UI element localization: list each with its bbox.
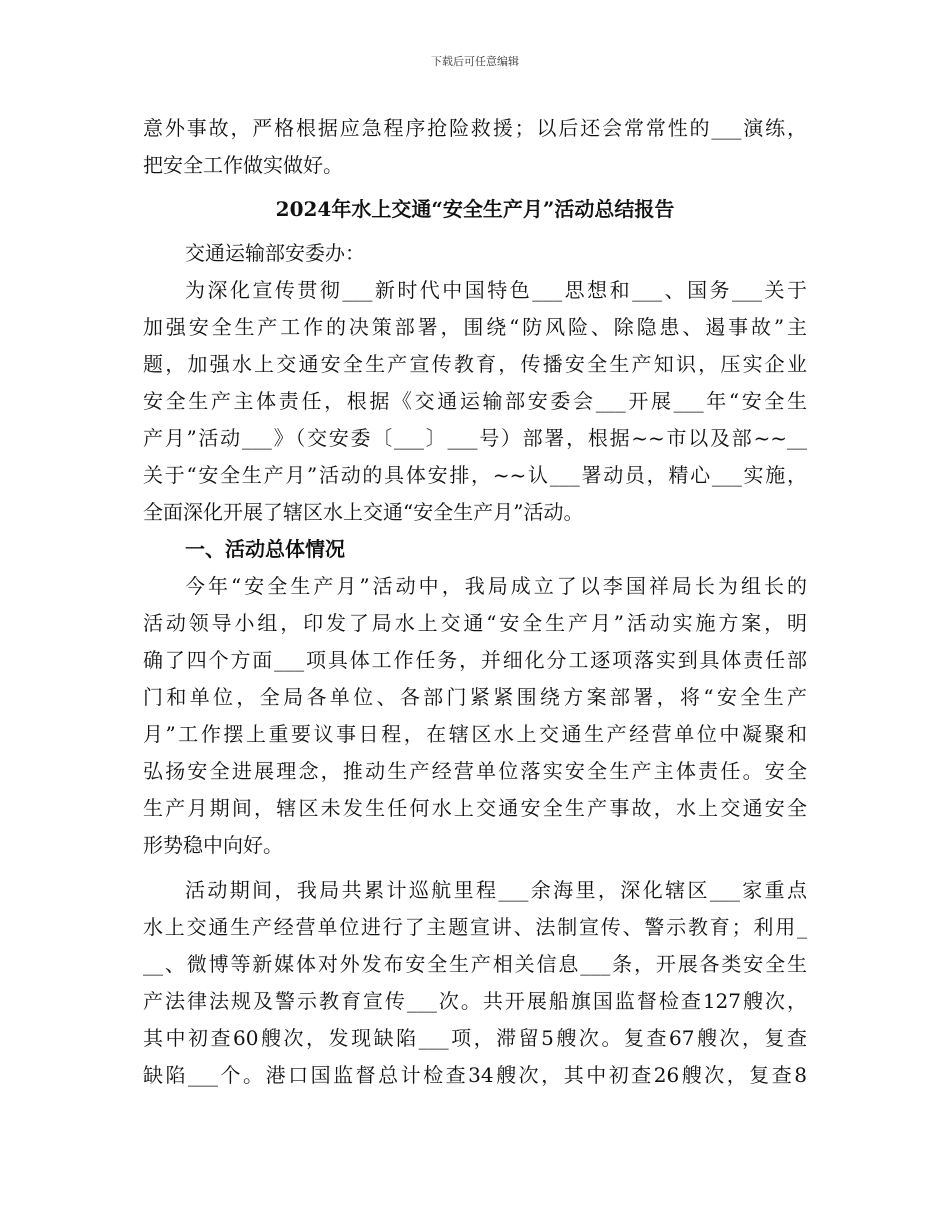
intro-paragraph (143, 110, 807, 184)
text-line: 其中初查60艘次，发现缺陷___项，滞留5艘次。复查67艘次，复查 (143, 1026, 807, 1050)
text-line: 意外事故，严格根据应急程序抢险救援；以后还会常常性的___演练， (143, 116, 807, 140)
paragraph-2 (143, 568, 807, 864)
text-line: __、微博等新媒体对外发布安全生产相关信息___条，开展各类安全生 (143, 952, 807, 976)
text-line: 产月”活动___》（交安委〔___〕___号）部署，根据~~市以及部~~__ (143, 426, 807, 450)
text-line: 生产月期间，辖区未发生任何水上交通安全生产事故，水上交通安全 (143, 796, 807, 820)
text-line: 为深化宣传贯彻___新时代中国特色___思想和___、国务___关于 (185, 278, 807, 302)
text-line: 门和单位，全局各单位、各部门紧紧围绕方案部署，将“安全生产 (143, 685, 807, 709)
paragraph-3 (143, 872, 807, 1094)
text-line: 产法律法规及警示教育宣传___次。共开展船旗国监督检查127艘次， (143, 989, 807, 1013)
text-line: 加强安全生产工作的决策部署，围绕“防风险、除隐患、遏事故”主 (143, 315, 807, 339)
section-heading: 一、活动总体情况 (185, 537, 345, 561)
document-body (143, 110, 807, 1094)
paragraph-gap (143, 864, 807, 872)
text-line: 活动领导小组，印发了局水上交通“安全生产月”活动实施方案，明 (143, 611, 807, 635)
document-title: 2024年水上交通“安全生产月”活动总结报告 (275, 197, 675, 221)
page-header: 下载后可任意编辑 (431, 55, 519, 68)
text-line: 确了四个方面___项具体工作任务，并细化分工逐项落实到具体责任部 (143, 648, 807, 672)
text-line: 今年“安全生产月”活动中，我局成立了以李国祥局长为组长的 (185, 574, 807, 598)
text-line: 把安全工作做实做好。 (143, 153, 343, 177)
text-line: 水上交通生产经营单位进行了主题宣讲、法制宣传、警示教育；利用_ (143, 915, 807, 939)
text-line: 活动期间，我局共累计巡航里程___余海里，深化辖区___家重点 (185, 878, 807, 902)
text-line: 安全生产主体责任，根据《交通运输部安委会___开展___年“安全生 (143, 389, 807, 413)
text-line: 月”工作摆上重要议事日程，在辖区水上交通生产经营单位中凝聚和 (143, 722, 807, 746)
text-line: 全面深化开展了辖区水上交通“安全生产月”活动。 (143, 500, 584, 524)
text-line: 形势稳中向好。 (143, 833, 283, 857)
text-line: 弘扬安全进展理念，推动生产经营单位落实安全生产主体责任。安全 (143, 759, 807, 783)
salutation: 交通运输部安委办： (185, 241, 365, 265)
text-line: 题，加强水上交通安全生产宣传教育，传播安全生产知识，压实企业 (143, 352, 807, 376)
text-line: 缺陷___个。港口国监督总计检查34艘次，其中初查26艘次，复查8 (143, 1063, 807, 1087)
paragraph-1 (143, 272, 807, 531)
text-line: 关于“安全生产月”活动的具体安排，~~认___署动员，精心___实施， (143, 463, 807, 487)
